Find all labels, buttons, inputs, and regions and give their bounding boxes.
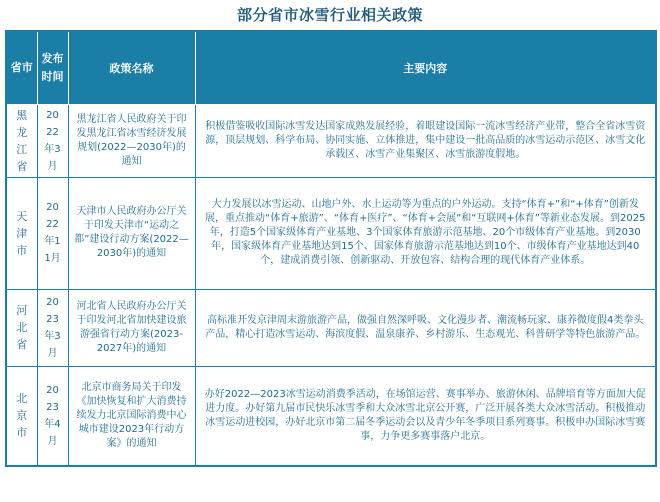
cell-time: 2023年3月 (37, 289, 68, 366)
header-time: 发布时间 (37, 31, 68, 104)
header-content: 主要内容 (195, 31, 656, 104)
table-row (6, 177, 656, 289)
cell-policy: 黑龙江省人民政府关于印发黑龙江省冰雪经济发展规划(2022—2030年)的通知 (68, 104, 195, 177)
cell-time: 2022年3月 (37, 104, 68, 177)
cell-policy: 河北省人民政府办公厅关于印发河北省加快建设旅游强省行动方案(2023-2027年)的通知 (68, 289, 195, 366)
table-body (6, 104, 656, 466)
table-header (6, 31, 656, 104)
cell-province: 河北省 (6, 289, 37, 366)
policy-table (5, 30, 657, 467)
cell-policy: 天津市人民政府办公厅关于印发天津市“运动之都”建设行动方案(2022—2030年)的通知 (68, 177, 195, 289)
cell-province: 黑龙江省 (6, 104, 37, 177)
cell-province: 北京市 (6, 366, 37, 466)
cell-time: 2023年4月 (37, 366, 68, 466)
cell-content: 办好2022—2023冰雪运动消费季活动，在场馆运营、赛事举办、旅游休闲、品牌培育等方面加大促进力度。办好第九届市民快乐冰雪季和大众冰雪北京公开赛，广泛开展各类大众冰雪活动。积极推动冰雪运动进校园，办好北京市第二届冬季运动会以及青少年冬季项目系列赛事。积极申办国际冰雪赛事，力争更多赛事落户北京。 (195, 366, 656, 466)
cell-province: 天津市 (6, 177, 37, 289)
table-row (6, 289, 656, 366)
header-province: 省市 (6, 31, 37, 104)
header-row (6, 31, 656, 104)
header-policy: 政策名称 (68, 31, 195, 104)
table-row (6, 104, 656, 177)
cell-policy: 北京市商务局关于印发《加快恢复和扩大消费持续发力北京国际消费中心城市建设2023年行动方案》的通知 (68, 366, 195, 466)
cell-time: 2022年11月 (37, 177, 68, 289)
page-title: 部分省市冰雪行业相关政策 (236, 6, 423, 24)
cell-content: 高标准开发京津周末游旅游产品，做强自然深呼吸、文化漫步者、潮流畅玩家、康养微度假4类拳头产品，精心打造冰雪运动、海滨度假、温泉康养、乡村游乐、生态观光、科普研学等特色旅游产品。 (195, 289, 656, 366)
cell-content: 积极借鉴吸收国际冰雪发达国家成熟发展经验，着眼建设国际一流冰雪经济产业带，整合全省冰雪资源，顶层规划、科学布局、协同实施、立体推进，集中建设一批高品质的冰雪运动示范区、冰雪文化承载区、冰雪产业集聚区、冰雪旅游度假地。 (195, 104, 656, 177)
cell-content: 大力发展以冰雪运动、山地户外、水上运动等为重点的户外运动。支持“体育+”和“+体育”创新发展，重点推动“体育+旅游”、“体育+医疗”、“体育+会展”和“互联网+体育”等新业态发展。到2025年，打造5个国家级体育产业基地、3个国家体育旅游示范基地、20个市级体育产业基地。到2030年，国家级体育产业基地达到15个、国家体育旅游示范基地达到10个、市级体育产业基地达到40个，建成消费引领、创新驱动、开放包容、结构合理的现代体育产业体系。 (195, 177, 656, 289)
table-row (6, 366, 656, 466)
